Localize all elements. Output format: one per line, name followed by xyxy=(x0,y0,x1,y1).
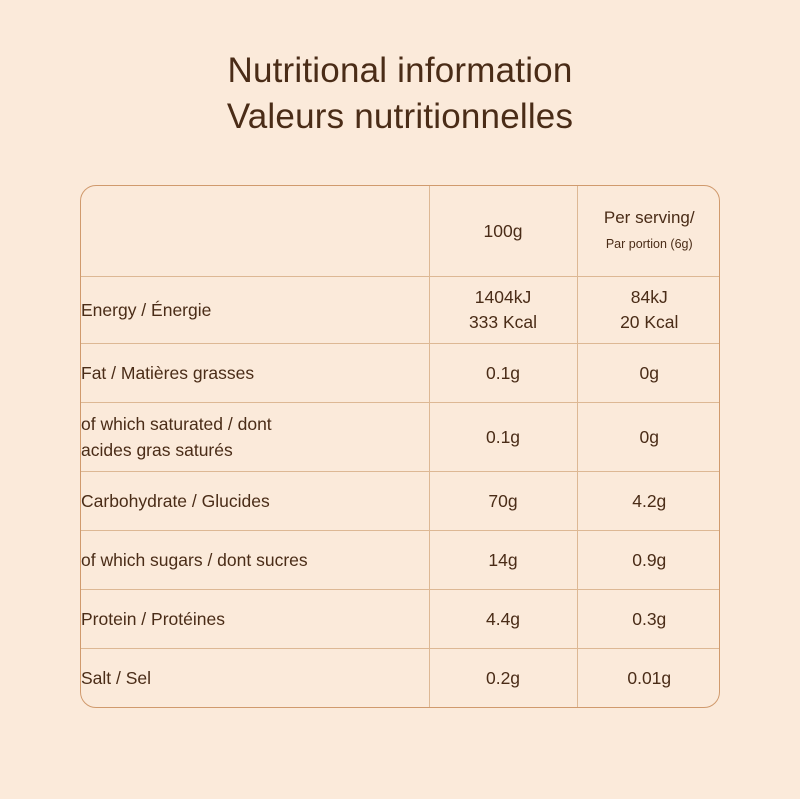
row-label-sugars: of which sugars / dont sucres xyxy=(81,531,429,590)
header-cell-blank xyxy=(81,186,429,277)
row-value-protein-serving: 0.3g xyxy=(577,590,720,649)
header-cell-per-serving xyxy=(577,186,720,277)
table-header-row xyxy=(81,186,720,277)
energy-100g-kj: 1404kJ xyxy=(474,287,532,307)
row-label-saturated-line1: of which saturated / dont xyxy=(81,414,272,434)
row-value-fat-serving: 0g xyxy=(577,344,720,403)
row-label-saturated-line2: acides gras saturés xyxy=(81,440,233,460)
row-label-carbohydrate: Carbohydrate / Glucides xyxy=(81,472,429,531)
row-value-salt-100g: 0.2g xyxy=(429,649,577,708)
energy-serving-kcal: 20 Kcal xyxy=(620,312,679,332)
row-label-protein: Protein / Protéines xyxy=(81,590,429,649)
energy-100g-kcal: 333 Kcal xyxy=(468,312,538,332)
table-row xyxy=(81,472,720,531)
row-label-saturated xyxy=(81,403,429,472)
row-value-sugars-serving: 0.9g xyxy=(577,531,720,590)
table-row xyxy=(81,403,720,472)
page-title xyxy=(0,0,800,140)
row-value-saturated-serving: 0g xyxy=(577,403,720,472)
row-value-energy-serving xyxy=(577,277,720,344)
row-value-saturated-100g: 0.1g xyxy=(429,403,577,472)
header-per-serving-sub: Par portion (6g) xyxy=(605,237,693,251)
header-cell-per-100g: 100g xyxy=(429,186,577,277)
row-value-energy-100g xyxy=(429,277,577,344)
table-row xyxy=(81,590,720,649)
nutrition-table xyxy=(81,186,720,707)
table-row xyxy=(81,277,720,344)
row-value-carbohydrate-serving: 4.2g xyxy=(577,472,720,531)
table-row xyxy=(81,344,720,403)
title-english: Nutritional information xyxy=(227,51,573,90)
row-label-fat: Fat / Matières grasses xyxy=(81,344,429,403)
row-value-protein-100g: 4.4g xyxy=(429,590,577,649)
nutrition-table-outline xyxy=(80,185,720,708)
header-per-serving-main: Per serving/ xyxy=(603,208,695,227)
row-label-salt: Salt / Sel xyxy=(81,649,429,708)
row-value-salt-serving: 0.01g xyxy=(577,649,720,708)
nutrition-table-wrapper xyxy=(80,185,720,708)
title-french: Valeurs nutritionnelles xyxy=(226,97,574,136)
row-value-sugars-100g: 14g xyxy=(429,531,577,590)
row-value-fat-100g: 0.1g xyxy=(429,344,577,403)
table-row xyxy=(81,531,720,590)
energy-serving-kj: 84kJ xyxy=(630,287,668,307)
row-value-carbohydrate-100g: 70g xyxy=(429,472,577,531)
row-label-energy: Energy / Énergie xyxy=(81,277,429,344)
table-row xyxy=(81,649,720,708)
